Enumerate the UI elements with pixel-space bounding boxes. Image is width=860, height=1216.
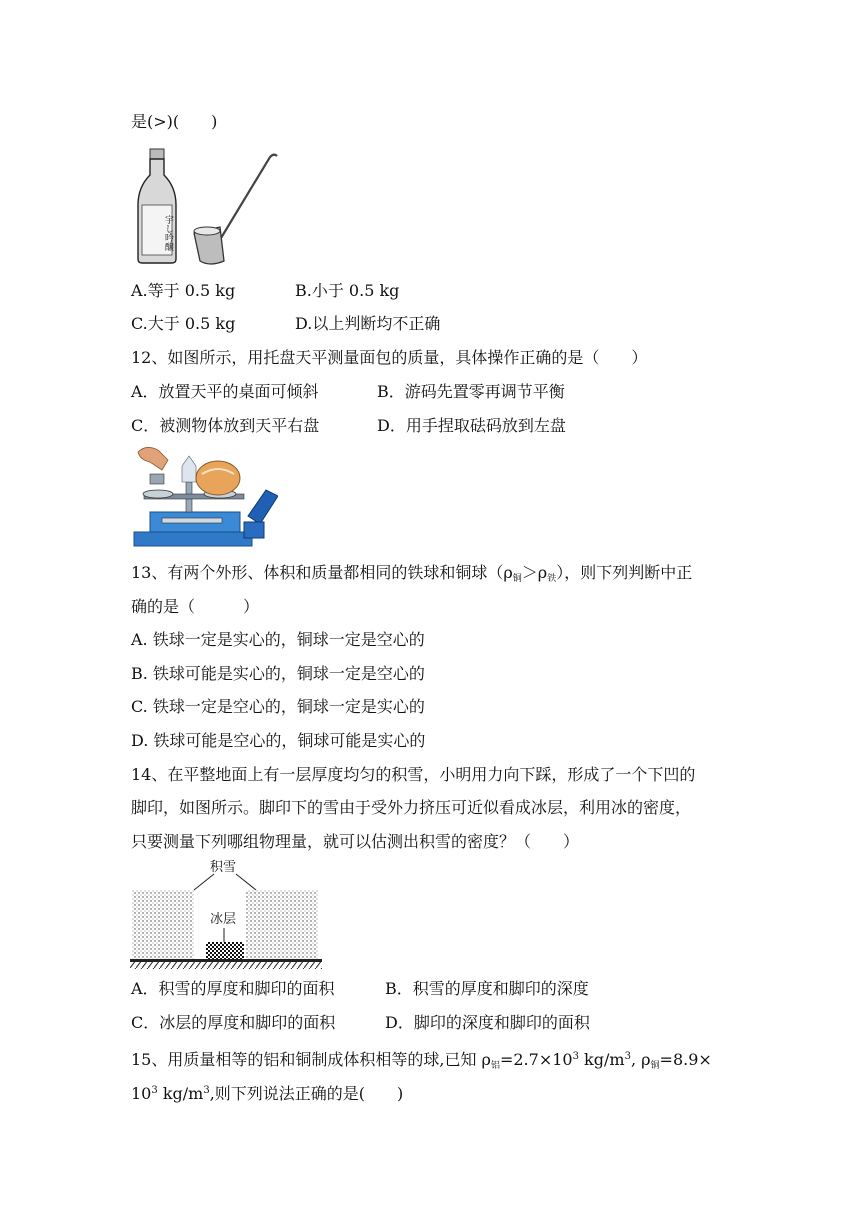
q15-text-e: =8.9×	[659, 1050, 712, 1069]
q15-l2-a: 10	[131, 1084, 152, 1103]
q14-option-d: D．脚印的深度和脚印的面积	[385, 1013, 590, 1032]
q15-l2-exp1: 3	[151, 1085, 158, 1096]
bread-icon	[196, 461, 240, 495]
q12-option-c: C．被测物体放到天平右盘	[131, 416, 320, 435]
q13-stem-line2: 确的是（ ）	[131, 597, 260, 616]
snow-footprint-figure	[130, 856, 322, 970]
q12-option-a: A．放置天平的桌面可倾斜	[131, 382, 319, 401]
q13-sub-fe: 铁	[547, 574, 557, 584]
q15-sub-cu: 铜	[650, 1061, 660, 1071]
q14-stem-line2: 脚印，如图所示。脚印下的雪由于受外力挤压可近似看成冰层，利用冰的密度，	[131, 798, 692, 817]
q15-exp2: 3	[624, 1051, 631, 1062]
q13-option-b: B. 铁球可能是实心的，铜球一定是空心的	[131, 664, 425, 683]
q12-option-d: D．用手捏取砝码放到左盘	[377, 416, 566, 435]
q14-stem-line3: 只要测量下列哪组物理量，就可以估测出积雪的密度？（ ）	[131, 832, 580, 851]
q15-l2-b: kg/m	[157, 1084, 204, 1103]
q15-text-c: kg/m	[578, 1050, 625, 1069]
q13-option-c: C. 铁球一定是空心的，铜球一定是实心的	[131, 697, 425, 716]
q15-stem-line2	[131, 1081, 403, 1104]
q14-option-c: C．冰层的厚度和脚印的面积	[131, 1013, 336, 1032]
ice-label: 冰层	[210, 912, 237, 927]
q13-option-a: A. 铁球一定是实心的，铜球一定是空心的	[131, 630, 425, 649]
q15-text-a: 15、用质量相等的铝和铜制成体积相等的球,已知 ρ	[131, 1050, 491, 1069]
q12-option-b: B．游码先置零再调节平衡	[377, 382, 565, 401]
q14-option-a: A．积雪的厚度和脚印的面积	[131, 979, 335, 998]
q14-option-b: B．积雪的厚度和脚印的深度	[385, 979, 589, 998]
q12-stem: 12、如图所示，用托盘天平测量面包的质量，具体操作正确的是（ ）	[131, 348, 648, 367]
q14-stem-line1: 14、在平整地面上有一层厚度均匀的积雪，小明用力向下踩，形成了一个下凹的	[131, 765, 696, 784]
q15-l2-c: ,则下列说法正确的是( )	[209, 1084, 404, 1103]
q15-sub-al: 铝	[490, 1061, 500, 1071]
sake-bottle-icon	[138, 149, 176, 263]
balance-figure	[132, 446, 278, 548]
q15-l2-exp2: 3	[203, 1085, 210, 1096]
q11-option-c: C.大于 0.5 kg	[131, 314, 236, 333]
q11-option-d: D.以上判断均不正确	[295, 314, 441, 333]
q15-exp1: 3	[572, 1051, 579, 1062]
q13-option-d: D. 铁球可能是空心的，铜球可能是实心的	[131, 731, 426, 750]
q13-stem-end: ），则下列判断中正	[556, 563, 693, 582]
q15-text-d: , ρ	[630, 1050, 651, 1069]
bottle-ladle-figure	[132, 147, 282, 267]
q15-stem-line1	[131, 1047, 712, 1076]
q11-stem-tail: 是(>)( )	[131, 112, 218, 131]
q15-text-b: =2.7×10	[499, 1050, 573, 1069]
q13-sub-cu: 铜	[512, 574, 522, 584]
q13-stem-text: 13、有两个外形、体积和质量都相同的铁球和铜球（ρ	[131, 563, 513, 582]
q11-option-a: A.等于 0.5 kg	[131, 281, 236, 300]
q11-option-b: B.小于 0.5 kg	[295, 281, 400, 300]
snow-label: 积雪	[210, 860, 237, 875]
q13-gt: ＞ρ	[521, 563, 548, 582]
q13-stem	[131, 563, 692, 589]
bottle-label: 宇し吟醸	[163, 215, 173, 251]
ladle-icon	[194, 155, 277, 264]
